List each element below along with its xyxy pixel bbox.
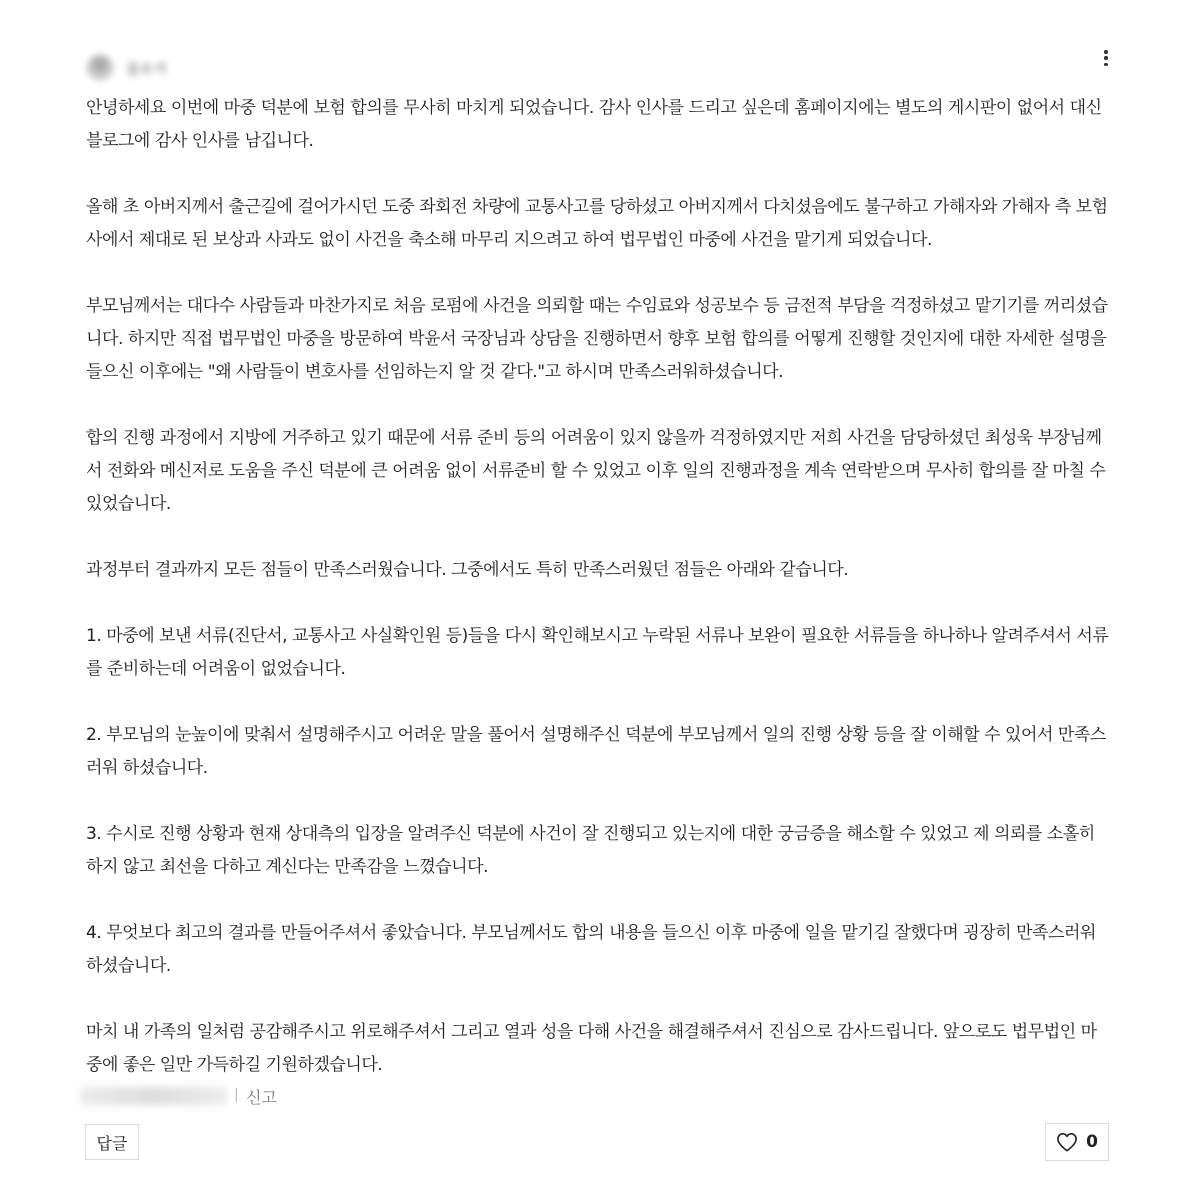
more-vertical-icon	[1104, 50, 1108, 54]
comment-body	[86, 92, 1110, 1082]
comment-header	[86, 50, 1116, 84]
comment-paragraph: 4. 무엇보다 최고의 결과를 만들어주셔서 좋았습니다. 부모님께서도 합의 내용을 들으신 이후 마중에 일을 맡기길 잘했다며 굉장히 만족스러워하셨습니다.	[86, 923, 1096, 976]
comment-paragraph: 부모님께서는 대다수 사람들과 마찬가지로 처음 로펌에 사건을 의뢰할 때는 수임료와 성공보수 등 금전적 부담을 걱정하셨고 맡기기를 꺼리셨습니다. 하지만 직접 법무법인 마중을 방문하여 박윤서 국장님과 상담을 진행하면서 향후 보험 합의를 어떻게 진행할 것인지에 대한 자세한 설명을 들으신 이후에는 "왜 사람들이 변호사를 선임하는지 알 것 같다."고 하시며 만족스러워하셨습니다.	[86, 296, 1108, 382]
comment-paragraph: 안녕하세요 이번에 마중 덕분에 보험 합의를 무사히 마치게 되었습니다. 감사 인사를 드리고 싶은데 홈페이지에는 별도의 게시판이 없어서 대신 블로그에 감사 인사를 남깁니다.	[86, 98, 1102, 151]
like-button[interactable]	[1045, 1123, 1109, 1161]
reply-button[interactable]: 답글	[85, 1124, 139, 1160]
comment-paragraph: 과정부터 결과까지 모든 점들이 만족스러웠습니다. 그중에서도 특히 만족스러웠던 점들은 아래와 같습니다.	[86, 560, 849, 580]
nickname[interactable]: 블로거	[126, 62, 167, 78]
avatar[interactable]	[86, 54, 114, 82]
comment-paragraph: 올해 초 아버지께서 출근길에 걸어가시던 도중 좌회전 차량에 교통사고를 당하셨고 아버지께서 다치셨음에도 불구하고 가해자와 가해자 측 보험사에서 제대로 된 보상과 사과도 없이 사건을 축소해 마무리 지으려고 하여 법무법인 마중에 사건을 맡기게 되었습니다.	[86, 197, 1108, 250]
more-options-button[interactable]	[1096, 50, 1116, 66]
meta-separator: |	[234, 1087, 239, 1103]
comment-paragraph: 마치 내 가족의 일처럼 공감해주시고 위로해주셔서 그리고 열과 성을 다해 사건을 해결해주셔서 진심으로 감사드립니다. 앞으로도 법무법인 마중에 좋은 일만 가득하길 기원하겠습니다.	[86, 1022, 1097, 1075]
comment-date	[80, 1087, 228, 1105]
report-link[interactable]: 신고	[246, 1088, 277, 1107]
comment-paragraph: 1. 마중에 보낸 서류(진단서, 교통사고 사실확인원 등)들을 다시 확인해보시고 누락된 서류나 보완이 필요한 서류들을 하나하나 알려주셔서 서류를 준비하는데 어려움이 없었습니다.	[86, 626, 1109, 679]
comment-meta	[80, 1085, 480, 1109]
comment-paragraph: 합의 진행 과정에서 지방에 거주하고 있기 때문에 서류 준비 등의 어려움이 있지 않을까 걱정하였지만 저희 사건을 담당하셨던 최성욱 부장님께서 전화와 메신저로 도움을 주신 덕분에 큰 어려움 없이 서류준비 할 수 있었고 이후 일의 진행과정을 계속 연락받으며 무사히 합의를 잘 마칠 수 있었습니다.	[86, 428, 1106, 514]
like-count: 0	[1086, 1132, 1098, 1152]
more-vertical-icon-dot	[1104, 63, 1108, 67]
comment-paragraph: 3. 수시로 진행 상황과 현재 상대측의 입장을 알려주신 덕분에 사건이 잘 진행되고 있는지에 대한 궁금증을 해소할 수 있었고 제 의뢰를 소홀히 하지 않고 최선을 다하고 계신다는 만족감을 느꼈습니다.	[86, 824, 1095, 877]
heart-outline-icon	[1056, 1132, 1078, 1152]
more-vertical-icon-dot	[1104, 56, 1108, 60]
comment-paragraph: 2. 부모님의 눈높이에 맞춰서 설명해주시고 어려운 말을 풀어서 설명해주신 덕분에 부모님께서 일의 진행 상황 등을 잘 이해할 수 있어서 만족스러워 하셨습니다.	[86, 725, 1106, 778]
